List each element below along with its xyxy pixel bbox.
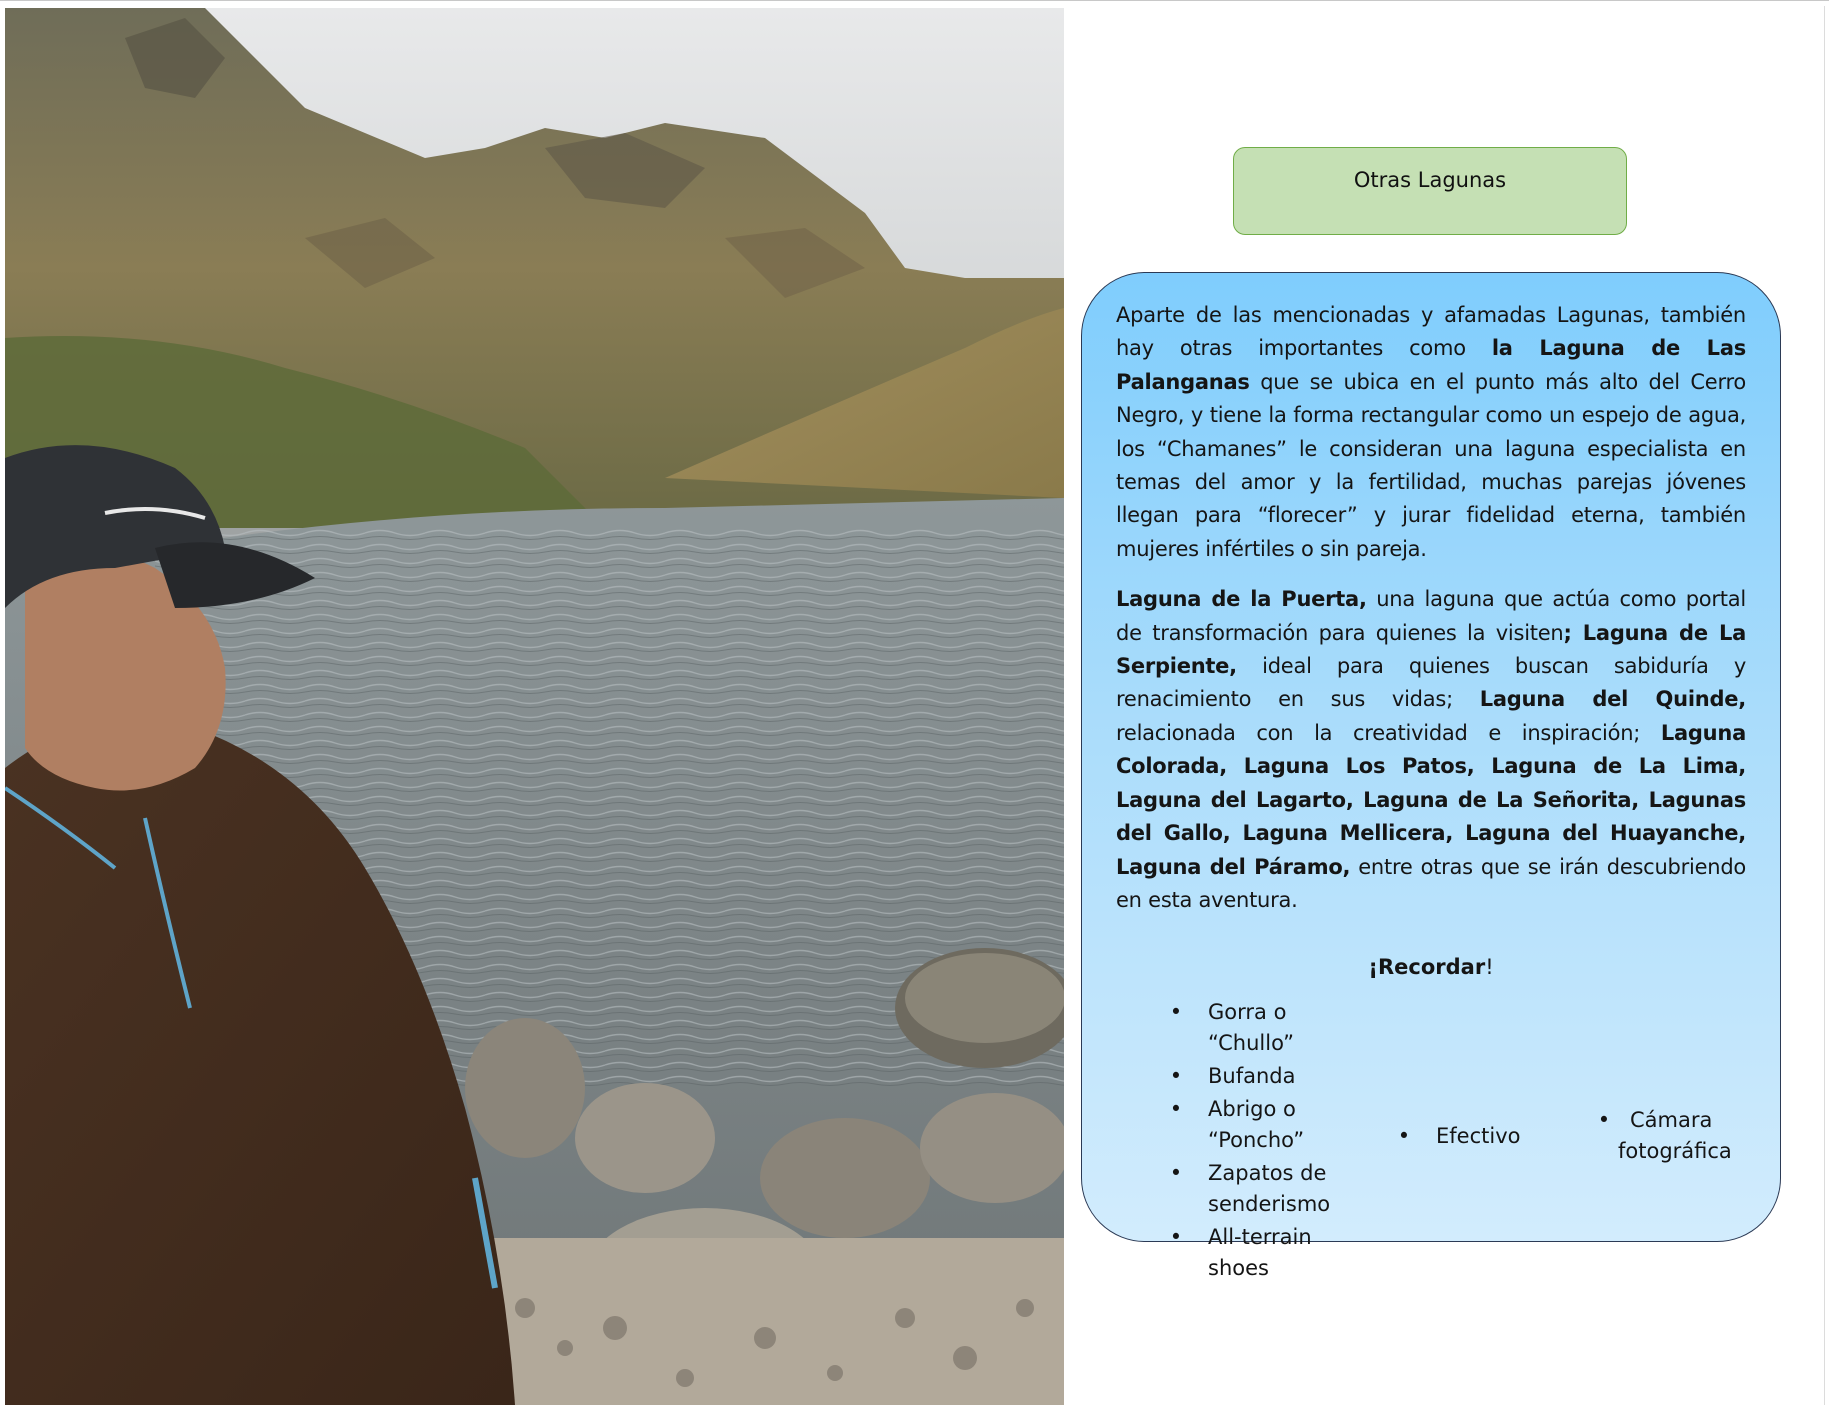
text-run: entre otras que se irán descubriendo en esta aventura. [1116, 854, 1746, 912]
bullet-icon: • [1169, 999, 1183, 1024]
bullet-icon: • [1597, 1107, 1611, 1132]
bullet-icon: • [1169, 1160, 1183, 1185]
recordar-tail: ! [1485, 955, 1494, 980]
text-run: Aparte de las mencionadas y afamadas Lagunas, también hay otras importantes como [1116, 303, 1746, 361]
checklist-item [1166, 1222, 1366, 1284]
paragraph-palanganas [1116, 299, 1746, 566]
checklist-item-label: Cámara fotográfica [1618, 1107, 1732, 1163]
checklist-item-label: All-terrain shoes [1208, 1224, 1312, 1280]
checklist-item [1166, 1061, 1366, 1092]
bold-text-run: Laguna del Quinde, [1479, 687, 1746, 712]
text-run: relacionada con la creatividad e inspiración; [1116, 720, 1661, 745]
checklist-item-label: Zapatos de senderismo [1208, 1160, 1331, 1216]
title-box [1233, 147, 1627, 235]
bullet-icon: • [1169, 1224, 1183, 1249]
checklist-item-label: Efectivo [1436, 1123, 1521, 1148]
bullet-icon: • [1169, 1096, 1183, 1121]
window-top-border [0, 0, 1829, 6]
lake-photo [5, 8, 1064, 1405]
paragraph-other-lagoons [1116, 583, 1746, 917]
checklist-item [1166, 1094, 1366, 1156]
checklist-item [1166, 997, 1366, 1059]
text-run: ideal para quienes buscan sabiduría y renacimiento en sus vidas; [1116, 654, 1746, 712]
checklist-item-label: Bufanda [1208, 1063, 1296, 1088]
text-run: una laguna que actúa como portal de transformación para quienes la visiten [1116, 587, 1746, 645]
title-text: Otras Lagunas [1353, 168, 1507, 192]
text-run: que se ubica en el punto más alto del Cerro Negro, y tiene la forma rectangular como un espejo de agua, los “Chamanes” le consideran una laguna especialista en temas del amor y la fertilidad, muchas parejas jóvenes llegan para “florecer” y jurar fidelidad eterna, también mujeres infértiles o sin pareja. [1116, 369, 1746, 561]
checklist-item [1594, 1105, 1732, 1167]
checklist-column-1 [1166, 997, 1366, 1286]
checklist-item [1394, 1121, 1520, 1152]
bold-text-run: ; Laguna de La Serpiente, [1116, 620, 1746, 679]
checklist-item-label: Gorra o “Chullo” [1208, 999, 1295, 1055]
lake-photo-icon [5, 8, 1064, 1405]
bullet-icon: • [1169, 1063, 1183, 1088]
bold-text-run: Laguna de la Puerta, [1116, 587, 1367, 612]
page-right-border [1824, 6, 1825, 1405]
info-panel [1081, 272, 1781, 1280]
bold-text-run: Laguna Colorada, Laguna Los Patos, Laguna de La Lima, Laguna del Lagarto, Laguna de La Señorita, Lagunas del Gallo, Laguna Mellicera, Laguna del Huayanche, Laguna del Páramo, [1116, 720, 1746, 879]
bold-text-run: la Laguna de Las Palanganas [1116, 336, 1746, 394]
checklist-item [1166, 1158, 1366, 1220]
bullet-icon: • [1397, 1123, 1411, 1148]
checklist [1116, 997, 1746, 1280]
recordar-heading [1116, 951, 1746, 984]
checklist-item-label: Abrigo o “Poncho” [1208, 1096, 1305, 1152]
recordar-bold: ¡Recordar [1368, 955, 1486, 980]
